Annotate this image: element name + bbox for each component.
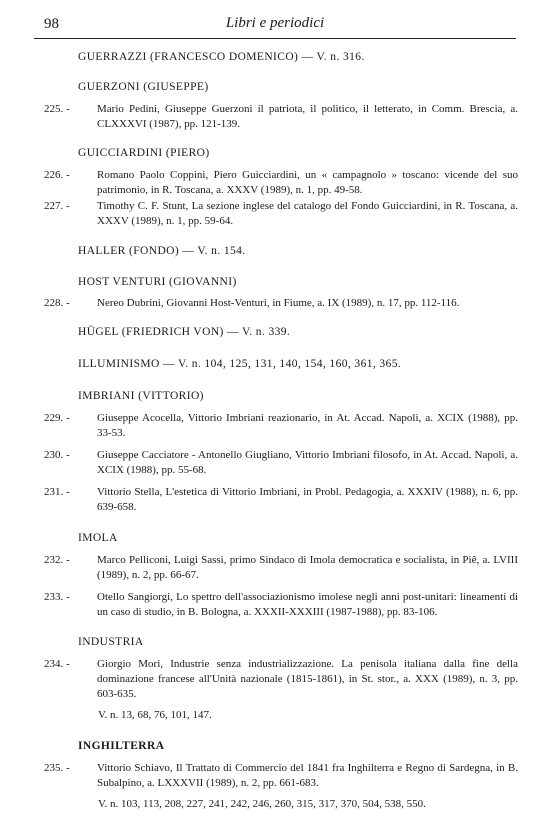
bibliography-entry [30, 296, 518, 311]
bibliography-entry [30, 199, 518, 229]
subject-heading: HALLER (FONDO) — V. n. 154. [78, 245, 246, 257]
entry-text: Giorgio Mori, Industrie senza industrializzazione. La penisola italiana dalla fine della dominazione francese all'Unità nazionale (1815-1861), in St. stor., a. XXX (1989), n. 3, pp. 603-635. [97, 658, 518, 700]
entry-text: Marco Pelliconi, Luigi Sassi, primo Sindaco di Imola democratica e socialista, in Piê, a. LVIII (1989), n. 2, pp. 66-67. [97, 554, 518, 581]
running-title: Libri e periodici [225, 15, 325, 31]
bibliography-entry [30, 411, 518, 441]
entry-text: Giuseppe Cacciatore - Antonello Giugliano, Vittorio Imbriani filosofo, in At. Accad. Napoli, a. XCIX (1988), pp. 55-68. [97, 449, 518, 476]
subject-heading: IMBRIANI (VITTORIO) [78, 390, 204, 402]
subject-heading: HOST VENTURI (GIOVANNI) [78, 276, 237, 288]
subject-heading: GUERZONI (GIUSEPPE) [78, 81, 209, 93]
entry-text: Vittorio Schiavo, Il Trattato di Commercio del 1841 fra Inghilterra e Regno di Sardegna, in B. Subalpino, a. LXXXVII (1989), n. 2, pp. 661-683. [97, 762, 518, 789]
entry-number: 235. - [44, 762, 70, 774]
entry-text: Nereo Dubrini, Giovanni Host-Venturi, in Fiume, a. IX (1989), n. 17, pp. 112-116. [97, 297, 460, 309]
bibliography-entry [30, 761, 518, 791]
subject-heading: HÜGEL (FRIEDRICH VON) — V. n. 339. [78, 326, 291, 338]
bibliography-entry [30, 590, 518, 620]
entry-number: 230. - [44, 449, 70, 461]
subject-heading: GUERRAZZI (FRANCESCO DOMENICO) — V. n. 316. [78, 51, 365, 63]
entry-text: Timothy C. F. Stunt, La sezione inglese del catalogo del Fondo Guicciardini, in R. Toscana, a. XXXV (1989), n. 1, pp. 59-64. [97, 200, 518, 227]
entry-number: 229. - [44, 412, 70, 424]
bibliography-list [30, 50, 518, 810]
bibliography-entry [30, 102, 518, 132]
page-number: 98 [44, 16, 59, 32]
cross-references: V. n. 13, 68, 76, 101, 147. [98, 709, 212, 721]
entry-text: Otello Sangiorgi, Lo spettro dell'associazionismo imolese negli anni post-unitari: lineamenti di un caso di studio, in B. Bologna, a. XXXII-XXXIII (1987-1988), pp. 83-106. [97, 591, 518, 618]
entry-number: 233. - [44, 591, 70, 603]
entry-number: 232. - [44, 554, 70, 566]
bibliography-entry [30, 448, 518, 478]
subject-heading: GUICCIARDINI (PIERO) [78, 147, 210, 159]
bibliography-entry [30, 485, 518, 515]
subject-heading: INDUSTRIA [78, 636, 144, 648]
subject-heading: IMOLA [78, 532, 118, 544]
entry-number: 228. - [44, 297, 70, 309]
entry-number: 227. - [44, 200, 70, 212]
subject-heading: INGHILTERRA [78, 740, 165, 752]
entry-text: Giuseppe Acocella, Vittorio Imbriani reazionario, in At. Accad. Napoli, a. XCIX (1988), pp. 33-53. [97, 412, 518, 439]
subject-heading: ILLUMINISMO — V. n. 104, 125, 131, 140, 154, 160, 361, 365. [78, 358, 402, 370]
entry-text: Mario Pedini, Giuseppe Guerzoni il patriota, il politico, il letterato, in Comm. Brescia, a. CLXXXVI (1987), pp. 121-139. [97, 103, 518, 130]
entry-number: 226. - [44, 169, 70, 181]
entry-number: 231. - [44, 486, 70, 498]
cross-references: V. n. 103, 113, 208, 227, 241, 242, 246, 260, 315, 317, 370, 504, 538, 550. [98, 798, 426, 810]
page-header [34, 14, 516, 39]
entry-text: Romano Paolo Coppini, Piero Guicciardini, un « campagnolo » toscano: vicende del suo patrimonio, in R. Toscana, a. XXXV (1989), n. 1, pp. 49-58. [97, 169, 518, 196]
entry-number: 234. - [44, 658, 70, 670]
bibliography-entry [30, 168, 518, 198]
entry-number: 225. - [44, 103, 70, 115]
bibliography-entry [30, 553, 518, 583]
bibliography-entry [30, 657, 518, 702]
entry-text: Vittorio Stella, L'estetica di Vittorio Imbriani, in Probl. Pedagogia, a. XXXIV (1988), n. 6, pp. 639-658. [97, 486, 518, 513]
